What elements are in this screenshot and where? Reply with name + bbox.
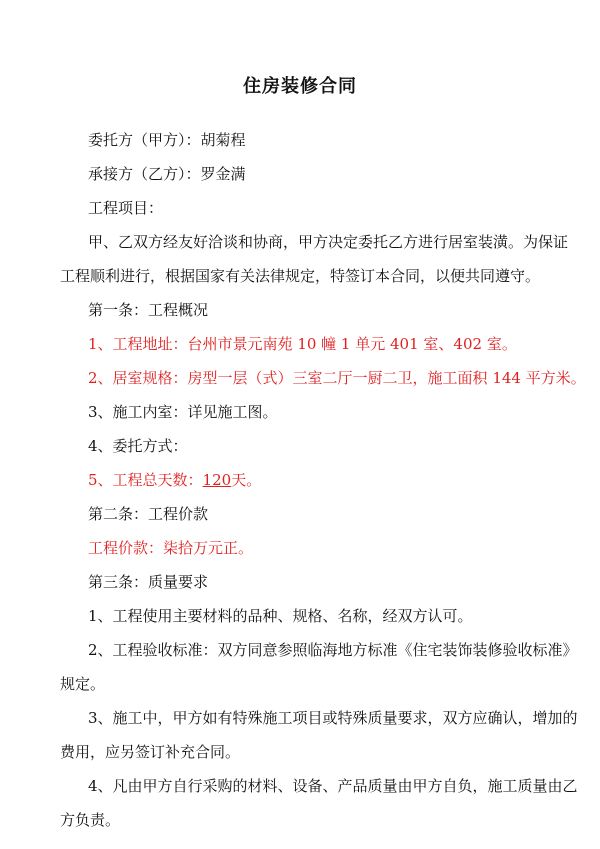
construction-content: 3、施工内室：详见施工图。 bbox=[88, 403, 278, 421]
article1-heading: 第一条：工程概况 bbox=[88, 301, 209, 319]
quality-item-3-line-2: 费用，应另签订补充合同。 bbox=[60, 743, 241, 761]
article3-heading: 第三条：质量要求 bbox=[88, 573, 209, 591]
quality-item-4-line-1: 4、凡由甲方自行采购的材料、设备、产品质量由甲方自负，施工质量由乙 bbox=[88, 777, 578, 795]
contractor-line bbox=[88, 157, 550, 191]
room-spec: 2、居室规格：房型一层（式）三室二厅一厨二卫，施工面积 144 平方米。 bbox=[88, 369, 586, 387]
intro-line-1: 甲、乙双方经友好洽谈和协商，甲方决定委托乙方进行居室装潢。为保证 bbox=[88, 233, 569, 251]
duration-value: 120 bbox=[202, 471, 232, 489]
commission-method: 4、委托方式： bbox=[88, 437, 188, 455]
quality-item-2-line-1: 2、工程验收标准：双方同意参照临海地方标准《住宅装饰装修验收标准》 bbox=[88, 641, 578, 659]
intro-line-2: 工程顺利进行，根据国家有关法律规定，特签订本合同，以便共同遵守。 bbox=[60, 267, 541, 285]
client-label: 委托方（甲方）： bbox=[88, 131, 201, 149]
quality-item-4-line-2: 方负责。 bbox=[60, 811, 121, 829]
contractor-label: 承接方（乙方）： bbox=[88, 165, 201, 183]
client-name: 胡菊程 bbox=[200, 131, 246, 149]
article2-heading: 第二条：工程价款 bbox=[88, 505, 209, 523]
project-price: 工程价款：柒拾万元正。 bbox=[88, 539, 254, 557]
duration-label: 5、工程总天数： bbox=[88, 471, 203, 489]
duration-suffix: 天。 bbox=[231, 471, 262, 489]
project-heading: 工程项目： bbox=[88, 199, 164, 217]
quality-item-1: 1、工程使用主要材料的品种、规格、名称，经双方认可。 bbox=[88, 607, 473, 625]
contract-title: 住房装修合同 bbox=[243, 76, 357, 97]
contractor-name: 罗金满 bbox=[200, 165, 246, 183]
duration-line bbox=[88, 463, 550, 497]
quality-item-2-line-2: 规定。 bbox=[60, 675, 106, 693]
client-line bbox=[88, 123, 550, 157]
project-address: 1、工程地址：台州市景元南苑 10 幢 1 单元 401 室、402 室。 bbox=[88, 335, 517, 353]
quality-item-3-line-1: 3、施工中，甲方如有特殊施工项目或特殊质量要求，双方应确认，增加的 bbox=[88, 709, 578, 727]
